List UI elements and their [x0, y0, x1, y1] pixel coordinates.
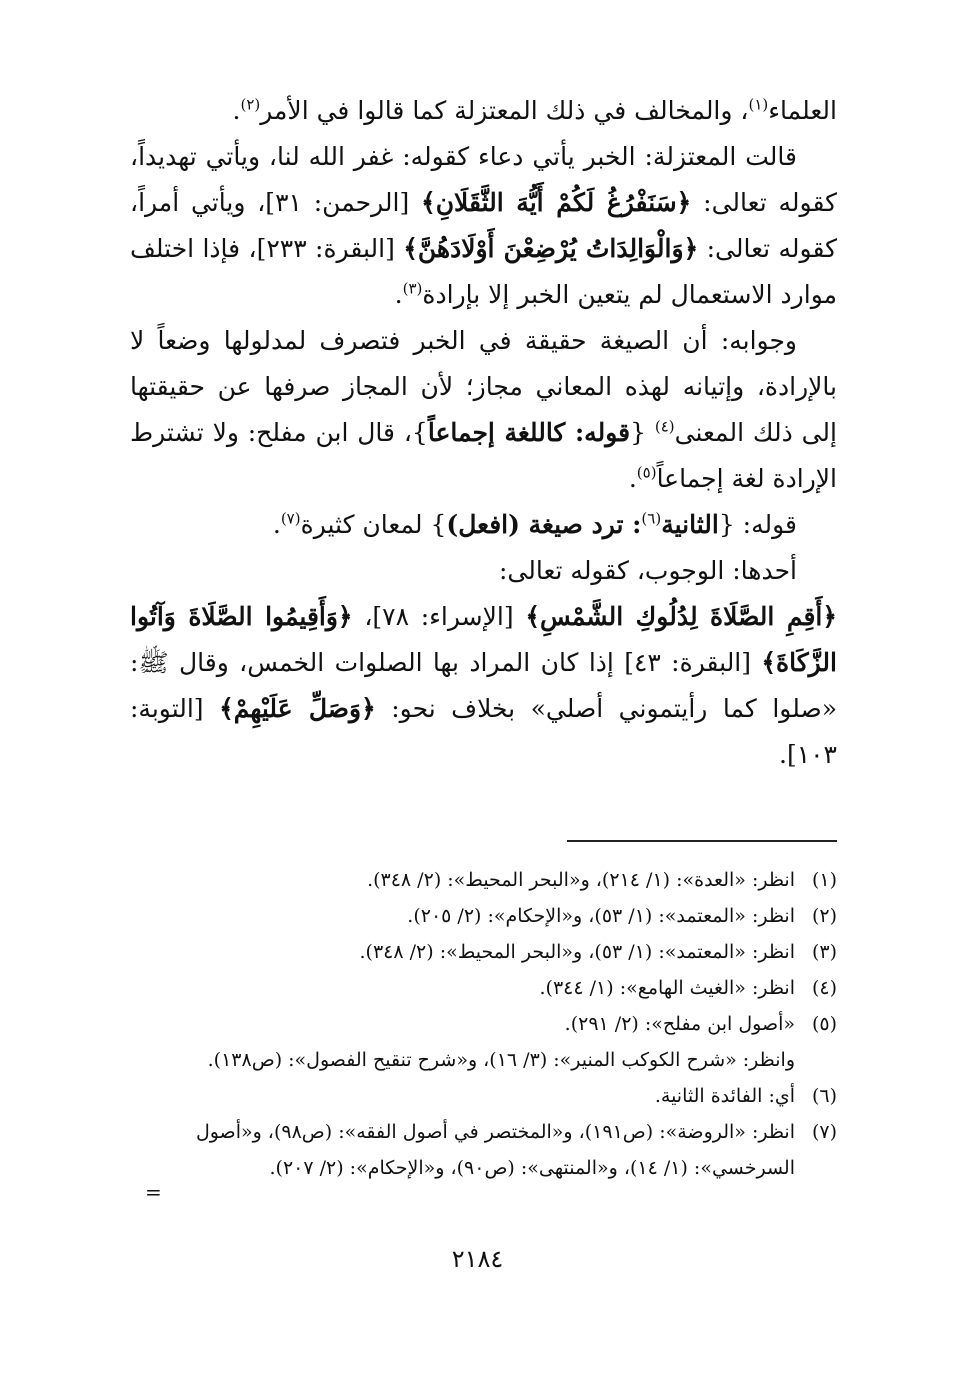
quran-verse: ﴿وَصَلِّ عَلَيْهِمْ﴾	[219, 694, 376, 723]
footnote-item	[130, 898, 837, 934]
footnote-text: وانظر: «شرح الكوكب المنير»: (٣/ ١٦)، و«شرح تنقيح الفصول»: (ص١٣٨).	[207, 1049, 795, 1071]
footnote-text: انظر: «المعتمد»: (١/ ٥٣)، و«البحر المحيط»: (٢/ ٣٤٨).	[359, 941, 795, 963]
footnote-item	[130, 1078, 837, 1114]
quran-verse: ﴿وَالْوَالِدَاتُ يُرْضِعْنَ أَوْلَادَهُنَّ﴾	[403, 234, 699, 263]
footnote-marker[interactable]: (١)	[748, 95, 769, 114]
continuation-mark: =	[145, 1180, 162, 1204]
footnote-item	[130, 970, 837, 1006]
quoted-matn: قوله: كاللغة إجماعاً	[427, 418, 631, 447]
footnote-number: (٥)	[811, 1013, 837, 1035]
footnote-text: أي: الفائدة الثانية.	[654, 1085, 795, 1107]
quran-verse: ﴿وَأَقِيمُوا الصَّلَاةَ وَآتُوا الزَّكَاةَ﴾	[130, 602, 837, 677]
footnote-text: «أصول ابن مفلح»: (٢/ ٢٩١).	[564, 1013, 795, 1035]
footnote-number: (٣)	[811, 941, 837, 963]
footnotes	[130, 862, 837, 1186]
footnote-marker[interactable]: (٥)	[636, 463, 657, 482]
footnote-number: (٤)	[811, 977, 837, 999]
footnote-marker[interactable]: (٣)	[402, 279, 423, 298]
footnote-separator	[567, 840, 837, 842]
footnote-item	[130, 1114, 837, 1186]
main-text	[130, 88, 837, 778]
footnote-text: انظر: «المعتمد»: (١/ ٥٣)، و«الإحكام»: (٢/ ٢٠٥).	[407, 905, 795, 927]
footnote-item	[130, 1006, 837, 1042]
footnote-continuation	[130, 1042, 837, 1078]
footnote-text: انظر: «الغيث الهامع»: (١/ ٣٤٤).	[539, 977, 795, 999]
page-number: ٢١٨٤	[451, 1245, 504, 1273]
paragraph-3: وجوابه: أن الصيغة حقيقة في الخبر فتصرف لمدلولها وضعاً لا بالإرادة، وإتيانه لهذه المعاني مجاز؛ لأن المجاز صرفها عن حقيقتها إلى ذلك المعنى$^{(٤)}$ {قوله: كاللغة إجماعاً}، قال ابن مفلح: ولا تشترط الإرادة لغة إجماعاً$^{(٥)}$.	[130, 326, 837, 493]
paragraph-1: العلماء$^{(١)}$، والمخالف في ذلك المعتزلة كما قالوا في الأمر$^{(٢)}$.	[232, 95, 837, 125]
footnote-text: انظر: «الروضة»: (ص١٩١)، و«المختصر في أصول الفقه»: (ص٩٨)، و«أصول السرخسي»: (١/ ١٤)، و«المنتهى»: (ص٩٠)، و«الإحكام»: (٢/ ٢٠٧).	[195, 1121, 795, 1179]
footnote-number: (٧)	[811, 1121, 837, 1143]
footnote-marker[interactable]: (٤)	[654, 417, 675, 436]
footnote-item	[130, 862, 837, 898]
footnote-number: (٢)	[811, 905, 837, 927]
quran-verse: ﴿سَنَفْرُغُ لَكُمْ أَيُّهَ الثَّقَلَانِ﴾	[421, 188, 692, 217]
footnote-marker[interactable]: (٧)	[280, 509, 301, 528]
footnote-item	[130, 934, 837, 970]
quoted-matn: الثانية	[661, 510, 719, 539]
footnote-number: (١)	[811, 869, 837, 891]
paragraph-5: أحدها: الوجوب، كقوله تعالى:	[498, 556, 797, 585]
footnote-number: (٦)	[811, 1085, 837, 1107]
footnote-marker[interactable]: (٦)	[641, 509, 662, 528]
footnote-marker[interactable]: (٢)	[240, 95, 261, 114]
quoted-matn: : ترد صيغة (افعل)	[446, 510, 642, 539]
paragraph-6: ﴿أَقِمِ الصَّلَاةَ لِدُلُوكِ الشَّمْسِ﴾ [الإسراء: ٧٨]، ﴿وَأَقِيمُوا الصَّلَاةَ وَآتُوا الزَّكَاةَ﴾ [البقرة: ٤٣] إذا كان المراد بها الصلوات الخمس، وقال ﷺ: «صلوا كما رأيتموني أصلي» بخلاف نحو: ﴿وَصَلِّ عَلَيْهِمْ﴾ [التوبة: ١٠٣].	[130, 602, 837, 769]
paragraph-2: قالت المعتزلة: الخبر يأتي دعاء كقوله: غفر الله لنا، ويأتي تهديداً، كقوله تعالى: ﴿سَنَفْرُغُ لَكُمْ أَيُّهَ الثَّقَلَانِ﴾ [الرحمن: ٣١]، ويأتي أمراً، كقوله تعالى: ﴿وَالْوَالِدَاتُ يُرْضِعْنَ أَوْلَادَهُنَّ﴾ [البقرة: ٢٣٣]، فإذا اختلف موارد الاستعمال لم يتعين الخبر إلا بإرادة$^{(٣)}$.	[130, 142, 837, 309]
quran-verse: ﴿أَقِمِ الصَّلَاةَ لِدُلُوكِ الشَّمْسِ﴾	[525, 602, 837, 631]
paragraph-4: قوله: {الثانية$^{(٦)}$: ترد صيغة (افعل)} لمعان كثيرة$^{(٧)}$.	[272, 509, 797, 539]
footnote-text: انظر: «العدة»: (١/ ٢١٤)، و«البحر المحيط»: (٢/ ٣٤٨).	[367, 869, 795, 891]
